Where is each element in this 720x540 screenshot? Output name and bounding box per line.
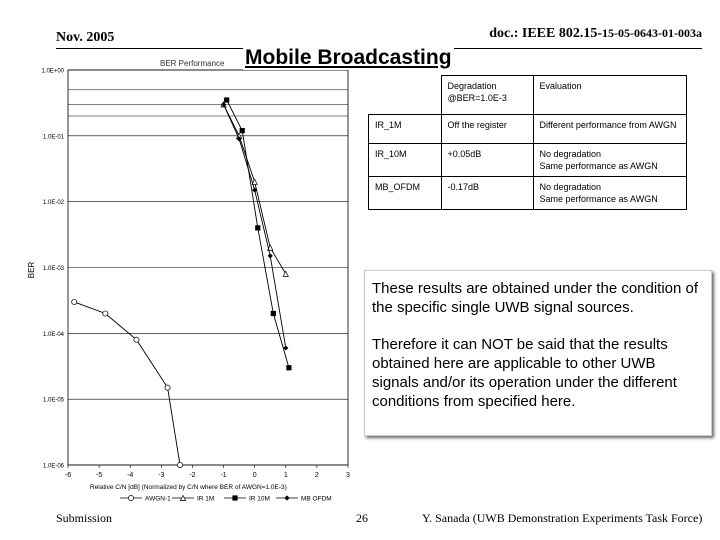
y-tick-label: 1.0E+00	[41, 68, 64, 75]
data-point	[271, 311, 276, 316]
header-document-id	[489, 26, 702, 42]
data-point	[224, 97, 229, 102]
note-paragraph: Therefore it can NOT be said that the results obtained here are applicable to other UWB signals and/or its operation under the different conditions from specified here.	[372, 336, 677, 410]
x-tick-label: -6	[64, 472, 72, 479]
chart-legend	[120, 495, 332, 502]
data-point	[268, 253, 273, 258]
row-degradation: +0.05dB	[441, 144, 533, 177]
table-row	[369, 144, 687, 177]
x-tick-label: 3	[346, 472, 350, 479]
x-tick-label: 2	[314, 472, 319, 479]
row-name: IR_10M	[369, 144, 442, 177]
row-evaluation-line: No degradation	[539, 149, 602, 159]
y-tick-label: 1.0E-01	[42, 134, 64, 141]
x-tick-label: -1	[220, 472, 227, 479]
data-point	[165, 385, 170, 390]
x-tick-label: -4	[127, 472, 134, 479]
table-header-blank	[369, 76, 442, 115]
y-tick-labels	[41, 69, 64, 470]
legend-label: AWGN-1	[145, 495, 171, 503]
data-point	[177, 462, 182, 467]
data-point	[283, 271, 288, 276]
data-point	[103, 311, 108, 316]
series	[224, 97, 291, 370]
chart-title: BER Performance	[160, 59, 225, 68]
data-point	[286, 365, 291, 370]
row-evaluation	[533, 177, 686, 210]
data-point	[72, 299, 77, 304]
series	[72, 299, 183, 467]
row-evaluation-line: Same performance as AWGN	[539, 161, 658, 171]
row-evaluation	[533, 115, 686, 144]
data-point	[128, 495, 133, 500]
data-point	[232, 495, 237, 500]
y-tick-label: 1.0E-05	[42, 397, 64, 404]
row-degradation: -0.17dB	[441, 177, 533, 210]
footer-page-number: 26	[356, 511, 368, 525]
chart-series	[72, 97, 292, 467]
series-line	[224, 104, 286, 348]
x-tick-labels	[65, 472, 350, 479]
table-row	[369, 177, 687, 210]
data-point	[284, 495, 289, 500]
row-evaluation-line: Same performance as AWGN	[539, 194, 658, 204]
table-header-evaluation: Evaluation	[533, 76, 686, 115]
row-evaluation	[533, 144, 686, 177]
footer-author: Y. Sanada (UWB Demonstration Experiments Task Force)	[422, 511, 703, 525]
x-tick-label: -2	[189, 472, 196, 479]
footer-submission: Submission	[56, 511, 113, 525]
note-box	[364, 270, 712, 436]
x-tick-label: -3	[158, 472, 165, 479]
series	[221, 102, 288, 351]
legend-label: MB OFDM	[301, 495, 332, 503]
doc-number: 15-05-0643-01-003a	[602, 26, 702, 40]
x-axis-label: Relative C/N [dB] (Normalized by C/N where BER of AWGN=1.0E-3)	[90, 484, 287, 491]
series-line	[74, 302, 180, 465]
y-axis-label: BER	[27, 261, 36, 279]
note-paragraph: These results are obtained under the condition of the specific single UWB signal sources.	[372, 280, 699, 316]
doc-prefix: doc.: IEEE 802.15-	[489, 26, 603, 41]
x-tick-label: -5	[95, 472, 103, 479]
y-tick-label: 1.0E-04	[42, 331, 64, 338]
row-name: MB_OFDM	[369, 177, 442, 210]
y-tick-label: 1.0E-06	[42, 463, 64, 470]
header-date: Nov. 2005	[56, 30, 115, 45]
data-point	[255, 225, 260, 230]
legend-label: IR 1M	[197, 495, 215, 503]
legend-label: IR 10M	[249, 495, 270, 503]
series-line	[227, 100, 289, 368]
table-row	[369, 115, 687, 144]
y-tick-label: 1.0E-02	[42, 200, 64, 207]
table-header-degradation: Degradation @BER=1.0E-3	[441, 76, 533, 115]
y-tick-label: 1.0E-03	[42, 266, 64, 272]
row-name: IR_1M	[369, 115, 442, 144]
data-point	[240, 128, 245, 133]
row-evaluation-line: Different performance from AWGN	[539, 120, 677, 130]
x-tick-label: 1	[283, 472, 288, 479]
results-table	[368, 75, 687, 210]
ber-chart	[20, 55, 360, 510]
x-tick-label: 0	[252, 472, 257, 479]
table-header-row	[369, 76, 687, 115]
row-degradation: Off the register	[441, 115, 533, 144]
page-title: Mobile Broadcasting	[245, 46, 452, 69]
data-point	[134, 337, 139, 342]
row-evaluation-line: No degradation	[539, 182, 602, 192]
chart-grid	[68, 70, 348, 468]
